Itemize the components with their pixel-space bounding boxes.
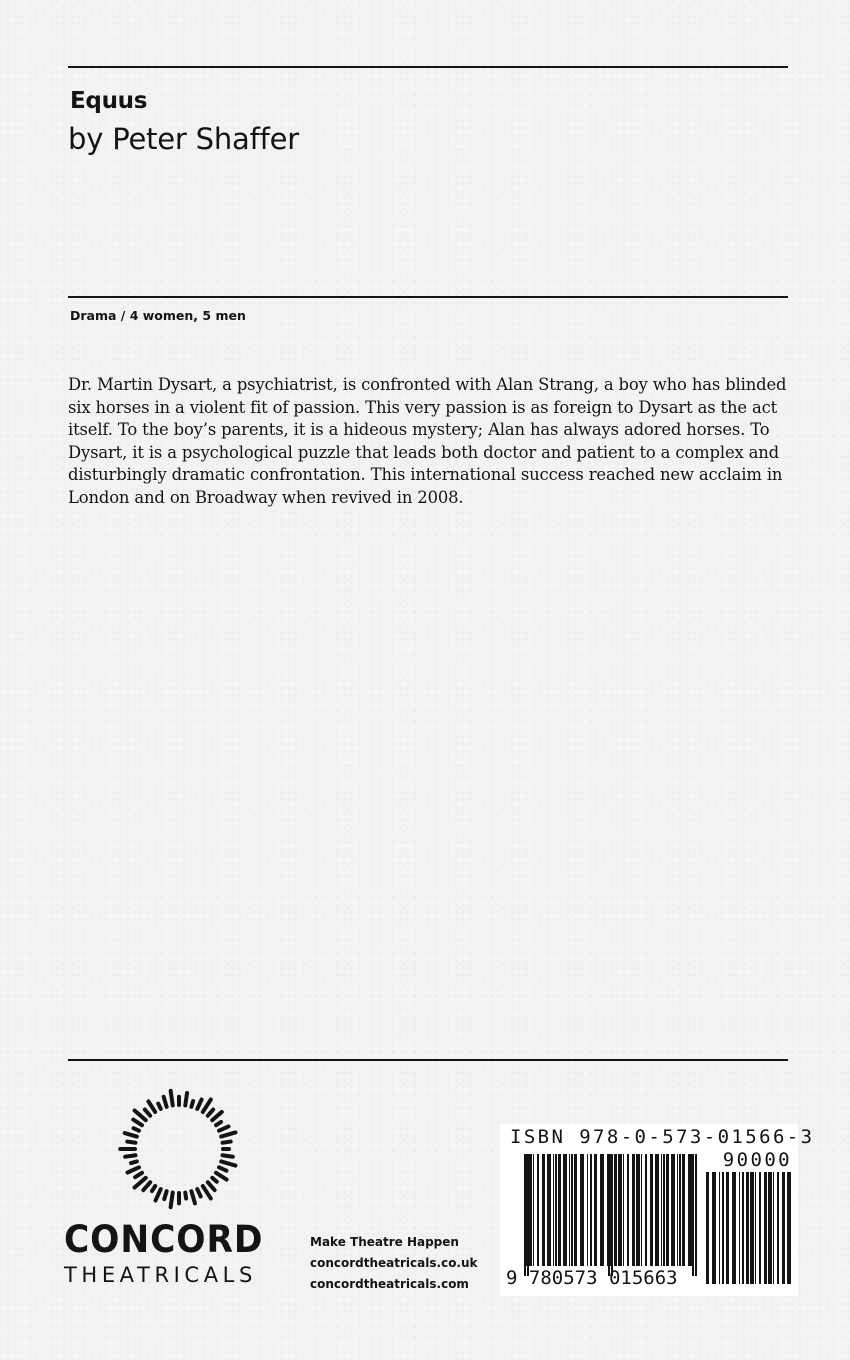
- publisher-tagline: Make Theatre Happen: [310, 1235, 459, 1249]
- sunburst-ring-icon: [116, 1086, 242, 1212]
- isbn-label: ISBN 978-0-573-01566-3: [510, 1126, 815, 1148]
- publisher-subname: THEATRICALS: [64, 1263, 257, 1287]
- book-title: Equus: [70, 88, 148, 114]
- publisher-logo: [64, 1086, 294, 1288]
- website-com-link[interactable]: concordtheatricals.com: [310, 1277, 469, 1291]
- book-author: by Peter Shaffer: [68, 122, 299, 156]
- bottom-rule: [68, 1059, 788, 1061]
- top-rule: [68, 66, 788, 68]
- website-uk-link[interactable]: concordtheatricals.co.uk: [310, 1256, 478, 1270]
- synopsis: Dr. Martin Dysart, a psychiatrist, is confronted with Alan Strang, a boy who has blinded six horses in a violent fit of passion. This very passion is as foreign to Dysart as the act itself. To the boy’s parents, it is a hideous mystery; Alan has always adored horses. To Dysart, it is a psychological puzzle that leads both doctor and patient to a complex and disturbingly dramatic confrontation. This international success reached new acclaim in London and on Broadway when revived in 2008.: [68, 375, 787, 507]
- isbn-barcode: [500, 1124, 815, 1296]
- ean-digits: 9 780573 015663: [506, 1267, 678, 1289]
- middle-rule: [68, 296, 788, 298]
- publisher-contact: [310, 1232, 478, 1295]
- genre-cast: Drama / 4 women, 5 men: [70, 308, 246, 323]
- price-code: 90000: [722, 1149, 792, 1171]
- publisher-name: CONCORD: [64, 1218, 264, 1261]
